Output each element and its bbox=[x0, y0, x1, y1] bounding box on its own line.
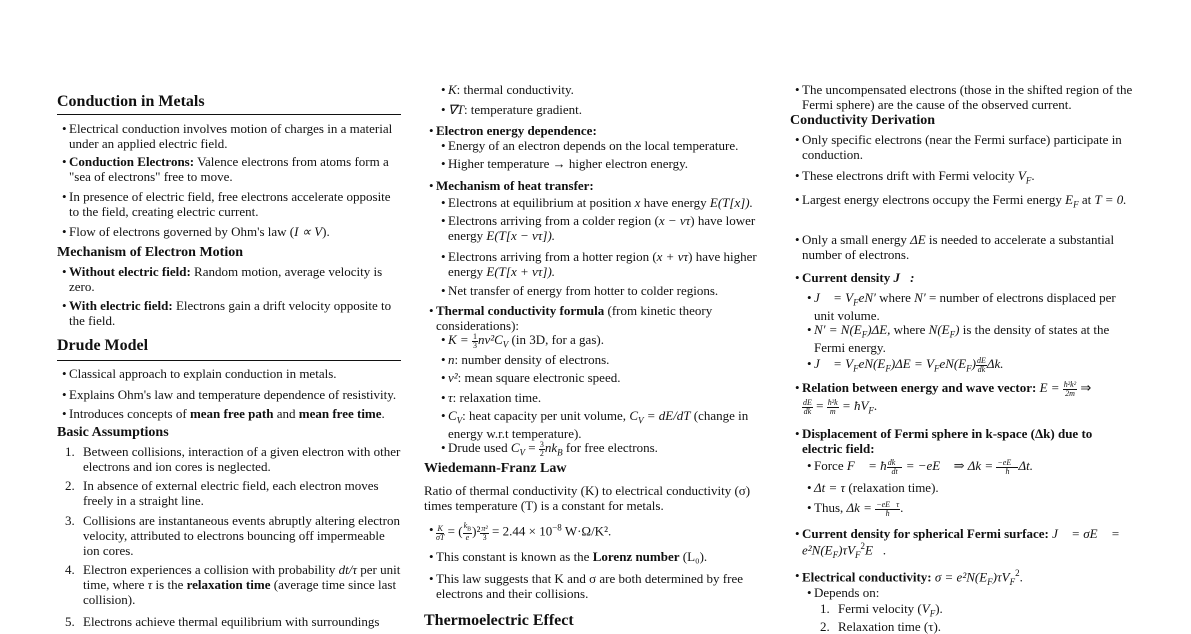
list-subitem: • Energy of an electron depends on the local temperature. bbox=[441, 138, 739, 153]
list-subitem: • Drude used $C_V$ = $\frac{3}{2}$ $nk_B$ for free electrons. bbox=[441, 440, 658, 458]
list-item: • Flow of electrons governed by Ohm's law (I ∝ V). bbox=[62, 224, 330, 239]
list-item: • Thermal conductivity formula (from kinetic theory considerations): bbox=[429, 303, 713, 334]
list-item: • The uncompensated electrons (those in the shifted region of the Fermi sphere) are the cause of the observed current. bbox=[795, 82, 1133, 113]
section-title-drude-model: Drude Model bbox=[57, 337, 149, 354]
formula-wiedemann-franz: • $\frac{K}{\sigma T}$ = ( $\frac{k_B}{e}$ )² $\frac{\text{π²}}{3}$ = $2.44 \times 10^{-8}$ W·Ω/K². bbox=[429, 521, 612, 542]
numbered-item: 2. In absence of external electric field, each electron moves freely in a straight line. bbox=[65, 478, 379, 509]
list-subitem: • J⃗ = $V_FeN(E_F)\Delta E = V_FeN(E_F)$ $\frac{dE}{dk}$ Δk. bbox=[807, 356, 1004, 374]
list-item: • Mechanism of heat transfer: bbox=[429, 178, 594, 193]
list-item: • Classical approach to explain conduction in metals. bbox=[62, 366, 337, 381]
list-item: • This constant is known as the Lorenz number (L₀). bbox=[429, 549, 708, 564]
list-subitem: • Higher temperature → higher electron energy. bbox=[441, 156, 689, 171]
list-subitem: • Net transfer of energy from hotter to colder regions. bbox=[441, 283, 719, 298]
list-item: • Largest energy electrons occupy the Fermi energy $E_F$ at T = 0. bbox=[795, 192, 1127, 210]
list-subitem: • n: number density of electrons. bbox=[441, 352, 610, 367]
list-subitem: • $N' = N(E_F)\Delta E$, where $N(E_F)$ is the density of states at the Fermi energy. bbox=[807, 322, 1110, 356]
numbered-item: 3. Collisions are instantaneous events abruptly altering electron velocity, attributed to electrons bouncing off impermeable ion cores. bbox=[65, 513, 400, 559]
list-subitem: • J⃗ = $V_FeN'$ where N′ = number of electrons displaced per unit volume. bbox=[807, 290, 1116, 324]
numbered-item: 5. Electrons achieve thermal equilibrium with surroundings bbox=[65, 614, 380, 629]
list-item: • Introduces concepts of mean free path and mean free time. bbox=[62, 406, 385, 421]
subheading-basic-assumptions: Basic Assumptions bbox=[57, 425, 169, 440]
list-item: • Relation between energy and wave vector: E = $\frac{\text{ħ²k²}}{2m}$ ⇒ $\frac{dE}{dk}$ = $\frac{\text{ħ²k}}{m}$ = $ħV_F$. bbox=[795, 380, 1092, 416]
list-subitem: • Depends on: bbox=[807, 585, 880, 600]
list-item: • With electric field: Electrons gain a drift velocity opposite to the field. bbox=[62, 298, 392, 329]
list-subitem: • Electrons arriving from a hotter region (x + vτ) have higher energy E(T[x + vτ]). bbox=[441, 249, 757, 280]
list-item: • Without electric field: Random motion, average velocity is zero. bbox=[62, 264, 383, 295]
numbered-item: 4. Electron experiences a collision with probability dt/τ per unit time, where τ is the relaxation time (average time since last collision). bbox=[65, 562, 401, 608]
list-item: • These electrons drift with Fermi velocity $V_F$. bbox=[795, 168, 1035, 186]
section-title-thermoelectric: Thermoelectric Effect bbox=[424, 612, 574, 629]
numbered-item: 2. Relaxation time (τ). bbox=[820, 619, 942, 634]
list-item: • Displacement of Fermi sphere in k-space (Δk) due to electric field: bbox=[795, 426, 1093, 457]
subheading-conductivity-derivation: Conductivity Derivation bbox=[790, 113, 936, 128]
list-subitem: • Force F⃗ = ħ $\frac{dk⃗}{dt}$ = −eE⃗ ⇒ Δk = $\frac{-eE⃗}{ħ}$ Δt. bbox=[807, 458, 1033, 476]
list-subitem: • v²: mean square electronic speed. bbox=[441, 370, 621, 385]
list-item: • Only specific electrons (near the Fermi surface) participate in conduction. bbox=[795, 132, 1122, 163]
numbered-item: 1. Between collisions, interaction of a given electron with other electrons and ion cores is neglected. bbox=[65, 444, 401, 475]
list-subitem: • Electrons at equilibrium at position x have energy E(T[x]). bbox=[441, 195, 753, 210]
list-item: • Current density for spherical Fermi surface: J⃗ = σE⃗ = $e^2N(E_F)\tau V_F^2E⃗$. bbox=[795, 526, 1120, 561]
list-subitem: • Δt = τ (relaxation time). bbox=[807, 480, 939, 495]
section-title-conduction-in-metals: Conduction in Metals bbox=[57, 93, 205, 110]
list-subitem: • Thus, Δk = $\frac{-eE⃗\tau}{ħ}$ . bbox=[807, 500, 904, 518]
subheading-mechanism: Mechanism of Electron Motion bbox=[57, 245, 243, 260]
list-subitem: • Electrons arriving from a colder region (x − vτ) have lower energy E(T[x − vτ]). bbox=[441, 213, 756, 244]
list-subitem: • K: thermal conductivity. bbox=[441, 82, 574, 97]
list-item: • Electrical conduction involves motion of charges in a material under an applied electric field. bbox=[62, 121, 393, 152]
list-item: • Electron energy dependence: bbox=[429, 123, 597, 138]
list-item: • Electrical conductivity: $\sigma = e^2N(E_F)\tau V_F^2$. bbox=[795, 568, 1023, 587]
list-subitem: • ∇T: temperature gradient. bbox=[441, 102, 582, 117]
section-rule bbox=[57, 114, 401, 115]
formula-thermal-conductivity: • K = $\frac{1}{3}$ $nv^2C_V$ (in 3D, for a gas). bbox=[441, 332, 604, 350]
section-rule bbox=[57, 360, 401, 361]
list-item: • In presence of electric field, free electrons accelerate opposite to the field, creating electric current. bbox=[62, 189, 391, 220]
list-item: • Explains Ohm's law and temperature dependence of resistivity. bbox=[62, 387, 397, 402]
list-subitem: • $C_V$: heat capacity per unit volume, $C_V = dE/dT$ (change in energy w.r.t temperature). bbox=[441, 408, 749, 442]
numbered-item: 1. Fermi velocity $(V_F)$. bbox=[820, 601, 943, 619]
list-item: • Current density J⃗: bbox=[795, 270, 915, 285]
list-item: • Only a small energy ΔE is needed to accelerate a substantial number of electrons. bbox=[795, 232, 1115, 263]
list-item: • Conduction Electrons: Valence electrons from atoms form a "sea of electrons" free to move. bbox=[62, 154, 389, 185]
list-subitem: • τ: relaxation time. bbox=[441, 390, 542, 405]
paragraph: Ratio of thermal conductivity (K) to electrical conductivity (σ) times temperature (T) is a constant for metals. bbox=[424, 483, 751, 514]
subheading-wiedemann-franz: Wiedemann-Franz Law bbox=[424, 461, 567, 476]
list-item: • This law suggests that K and σ are both determined by free electrons and their collisions. bbox=[429, 571, 744, 602]
